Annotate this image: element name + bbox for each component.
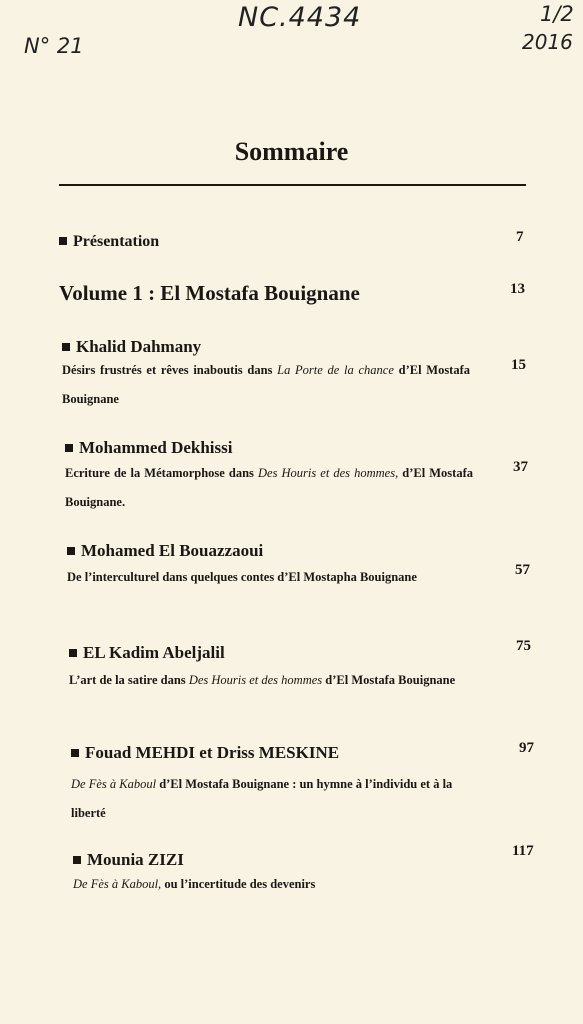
page-title: Sommaire xyxy=(234,137,349,166)
toc-entry-author: Fouad MEHDI et Driss MESKINE xyxy=(71,743,541,763)
toc-entry-page: 117 xyxy=(512,843,534,859)
bullet-square-icon xyxy=(59,237,67,245)
toc-entry-page: 15 xyxy=(511,357,526,373)
bullet-square-icon xyxy=(69,649,77,657)
toc-entry-description: Désirs frustrés et rêves inaboutis dans La Porte de la chance d’El Mostafa Bouignane xyxy=(62,363,471,406)
toc-entry-page: 97 xyxy=(519,740,534,756)
toc-entry-author: EL Kadim Abeljalil xyxy=(69,643,541,663)
title-divider xyxy=(59,184,526,186)
bullet-square-icon xyxy=(62,343,70,351)
toc-entry-page: 75 xyxy=(516,638,531,654)
toc-entry-presentation xyxy=(59,233,541,251)
toc-entry-description: De Fès à Kaboul, ou l’incertitude des devenirs xyxy=(73,877,316,891)
bullet-square-icon xyxy=(73,856,81,864)
toc-entry-author: Khalid Dahmany xyxy=(62,337,541,357)
presentation-page: 7 xyxy=(516,229,524,245)
toc-entry-author: Mounia ZIZI xyxy=(73,850,541,870)
toc-entry-description: De l’interculturel dans quelques contes d’El Mostapha Bouignane xyxy=(67,570,417,584)
toc-entry-description: Ecriture de la Métamorphose dans Des Houris et des hommes, d’El Mostafa Bouignane. xyxy=(65,466,473,509)
toc-entry-author: Mohamed El Bouazzaoui xyxy=(67,541,541,561)
bullet-square-icon xyxy=(65,444,73,452)
handwritten-year: 2016 xyxy=(522,30,573,54)
handwritten-catalog-number: NC.4434 xyxy=(238,2,362,33)
volume-heading: Volume 1 : El Mostafa Bouignane xyxy=(59,281,360,305)
toc-entry-page: 37 xyxy=(513,459,528,475)
handwritten-issue-number: N° 21 xyxy=(24,34,84,58)
bullet-square-icon xyxy=(71,749,79,757)
toc-entry-author: Mohammed Dekhissi xyxy=(65,438,541,458)
handwritten-fraction: 1/2 xyxy=(540,2,574,26)
toc-entry-page: 57 xyxy=(515,562,530,578)
presentation-label: Présentation xyxy=(73,233,160,250)
volume-page: 13 xyxy=(510,281,525,297)
toc-entry-description: De Fès à Kaboul d’El Mostafa Bouignane : un hymne à l’individu et à la liberté xyxy=(71,777,453,820)
bullet-square-icon xyxy=(67,547,75,555)
toc-entry-description: L’art de la satire dans Des Houris et des hommes d’El Mostafa Bouignane xyxy=(69,673,456,687)
